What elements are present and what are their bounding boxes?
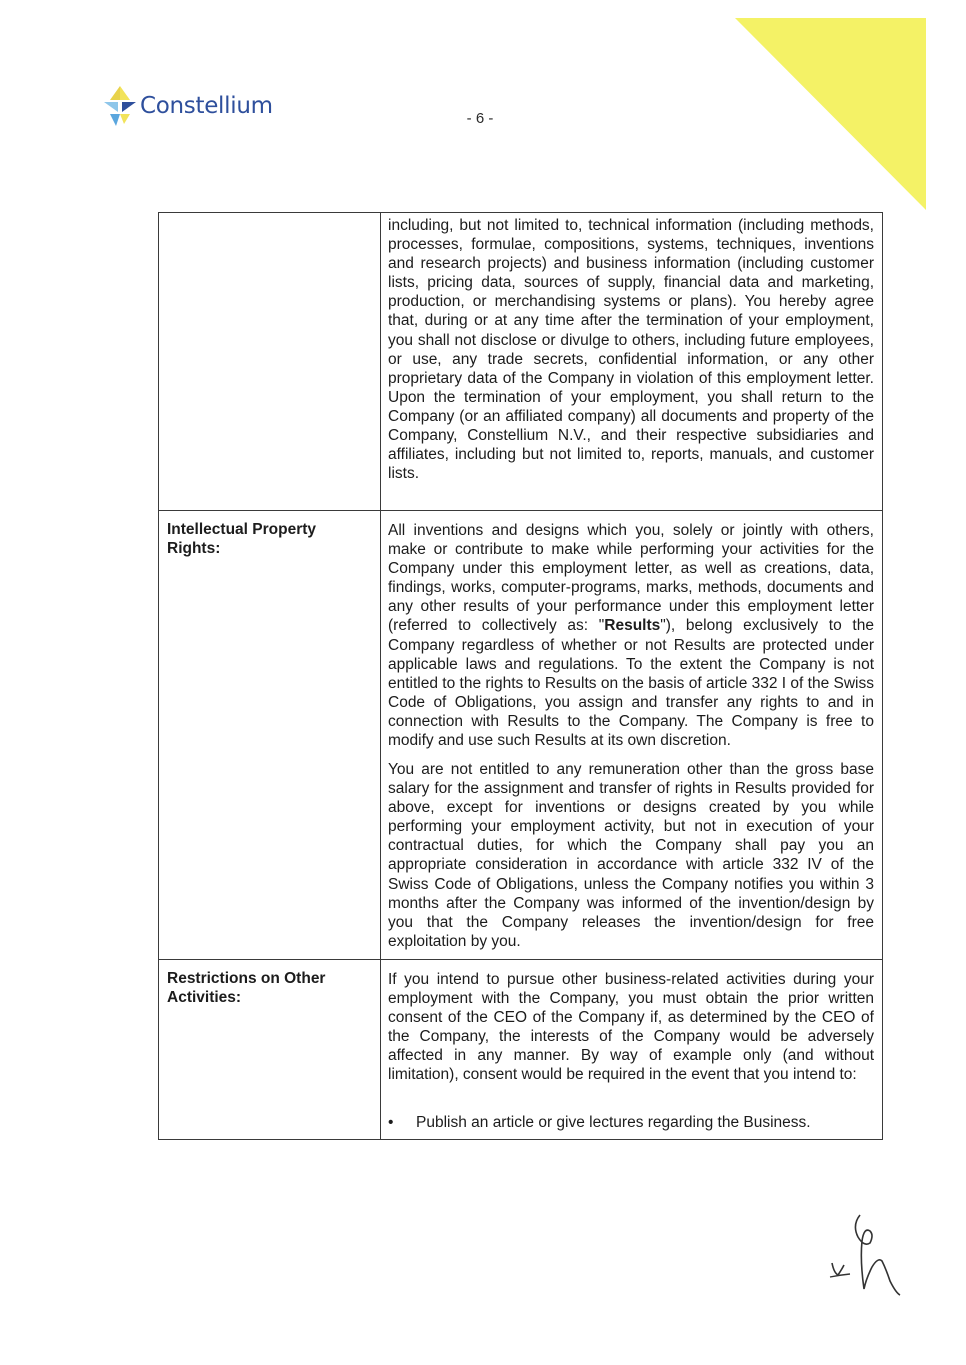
row-divider bbox=[159, 510, 882, 511]
logo-text: Constellium bbox=[140, 93, 273, 119]
list-item bbox=[388, 1113, 874, 1132]
company-logo bbox=[104, 84, 273, 128]
restrictions-paragraph: If you intend to pursue other business-related activities during your employment with the Company, you must obtain the prior written consent of the CEO of the Company if, as determined by the CEO of the Company, the interests of the Company would be adversely affected in any manner. By way of example only (and without limitation), consent would be required in the event that you intend to: bbox=[388, 971, 874, 1084]
handwritten-initials-signature bbox=[820, 1205, 920, 1305]
ip-rights-paragraph-2: You are not entitled to any remuneration other than the gross base salary for the assignment and transfer of rights in Results provided for above, except for inventions or designs created by you while performing your employment activity, but not in execution of your contractual duties, for which the Company shall pay you an appropriate consideration in accordance with article 332 IV of the Swiss Code of Obligations, unless the Company notifies you within 3 months after the Company was informed of the invention/design by you that the Company releases the invention/design for free exploitation by you. bbox=[388, 761, 874, 950]
corner-accent-triangle bbox=[735, 18, 926, 210]
row-divider bbox=[159, 959, 882, 960]
ip-rights-paragraph-1: All inventions and designs which you, solely or jointly with others, make or contribute to make while performing your activities for the Company under this employment letter, as well as creations, data, findings, works, computer-programs, marks, methods, documents and any other results of your performance under this employment letter (referred to collectively as: "Results"), belong exclusively to the Company regardless of whether or not Results are protected under applicable laws and regulations. To the extent the Company is not entitled to the rights to Results on the basis of article 332 I of the Swiss Code of Obligations, you assign and transfer any rights to and in connection with Results to the Company. The Company is free to modify and use such Results at its own discretion. bbox=[388, 522, 874, 750]
restrictions-label: Restrictions on Other Activities: bbox=[167, 970, 326, 1006]
page-number: - 6 - bbox=[466, 110, 494, 127]
ip-rights-label: Intellectual Property Rights: bbox=[167, 521, 317, 557]
column-divider bbox=[380, 213, 381, 1139]
bullet-icon: • bbox=[388, 1114, 394, 1131]
results-term: Results bbox=[604, 617, 661, 635]
constellium-logo-mark bbox=[104, 86, 136, 126]
terms-table bbox=[158, 212, 883, 1140]
restrictions-bullet-list bbox=[388, 1113, 874, 1132]
list-item-text: Publish an article or give lectures regarding the Business. bbox=[416, 1114, 811, 1131]
confidentiality-continuation-text: including, but not limited to, technical information (including methods, processes, formulae, compositions, systems, techniques, inventions and research projects) and business information (including customer lists, pricing data, sources of supply, financial data and marketing, production, or merchandising systems or plans). You hereby agree that, during or at any time after the termination of your employment, you shall not disclose or divulge to others, including future employees, or use, any trade secrets, confidential information, or any other proprietary data of the Company in violation of this employment letter. Upon the termination of your employment, you shall return to the Company (or an affiliated company) all documents and property of the Company, Constellium N.V., and their respective subsidiaries and affiliates, including but not limited to, reports, manuals, and customer lists. bbox=[388, 217, 874, 483]
